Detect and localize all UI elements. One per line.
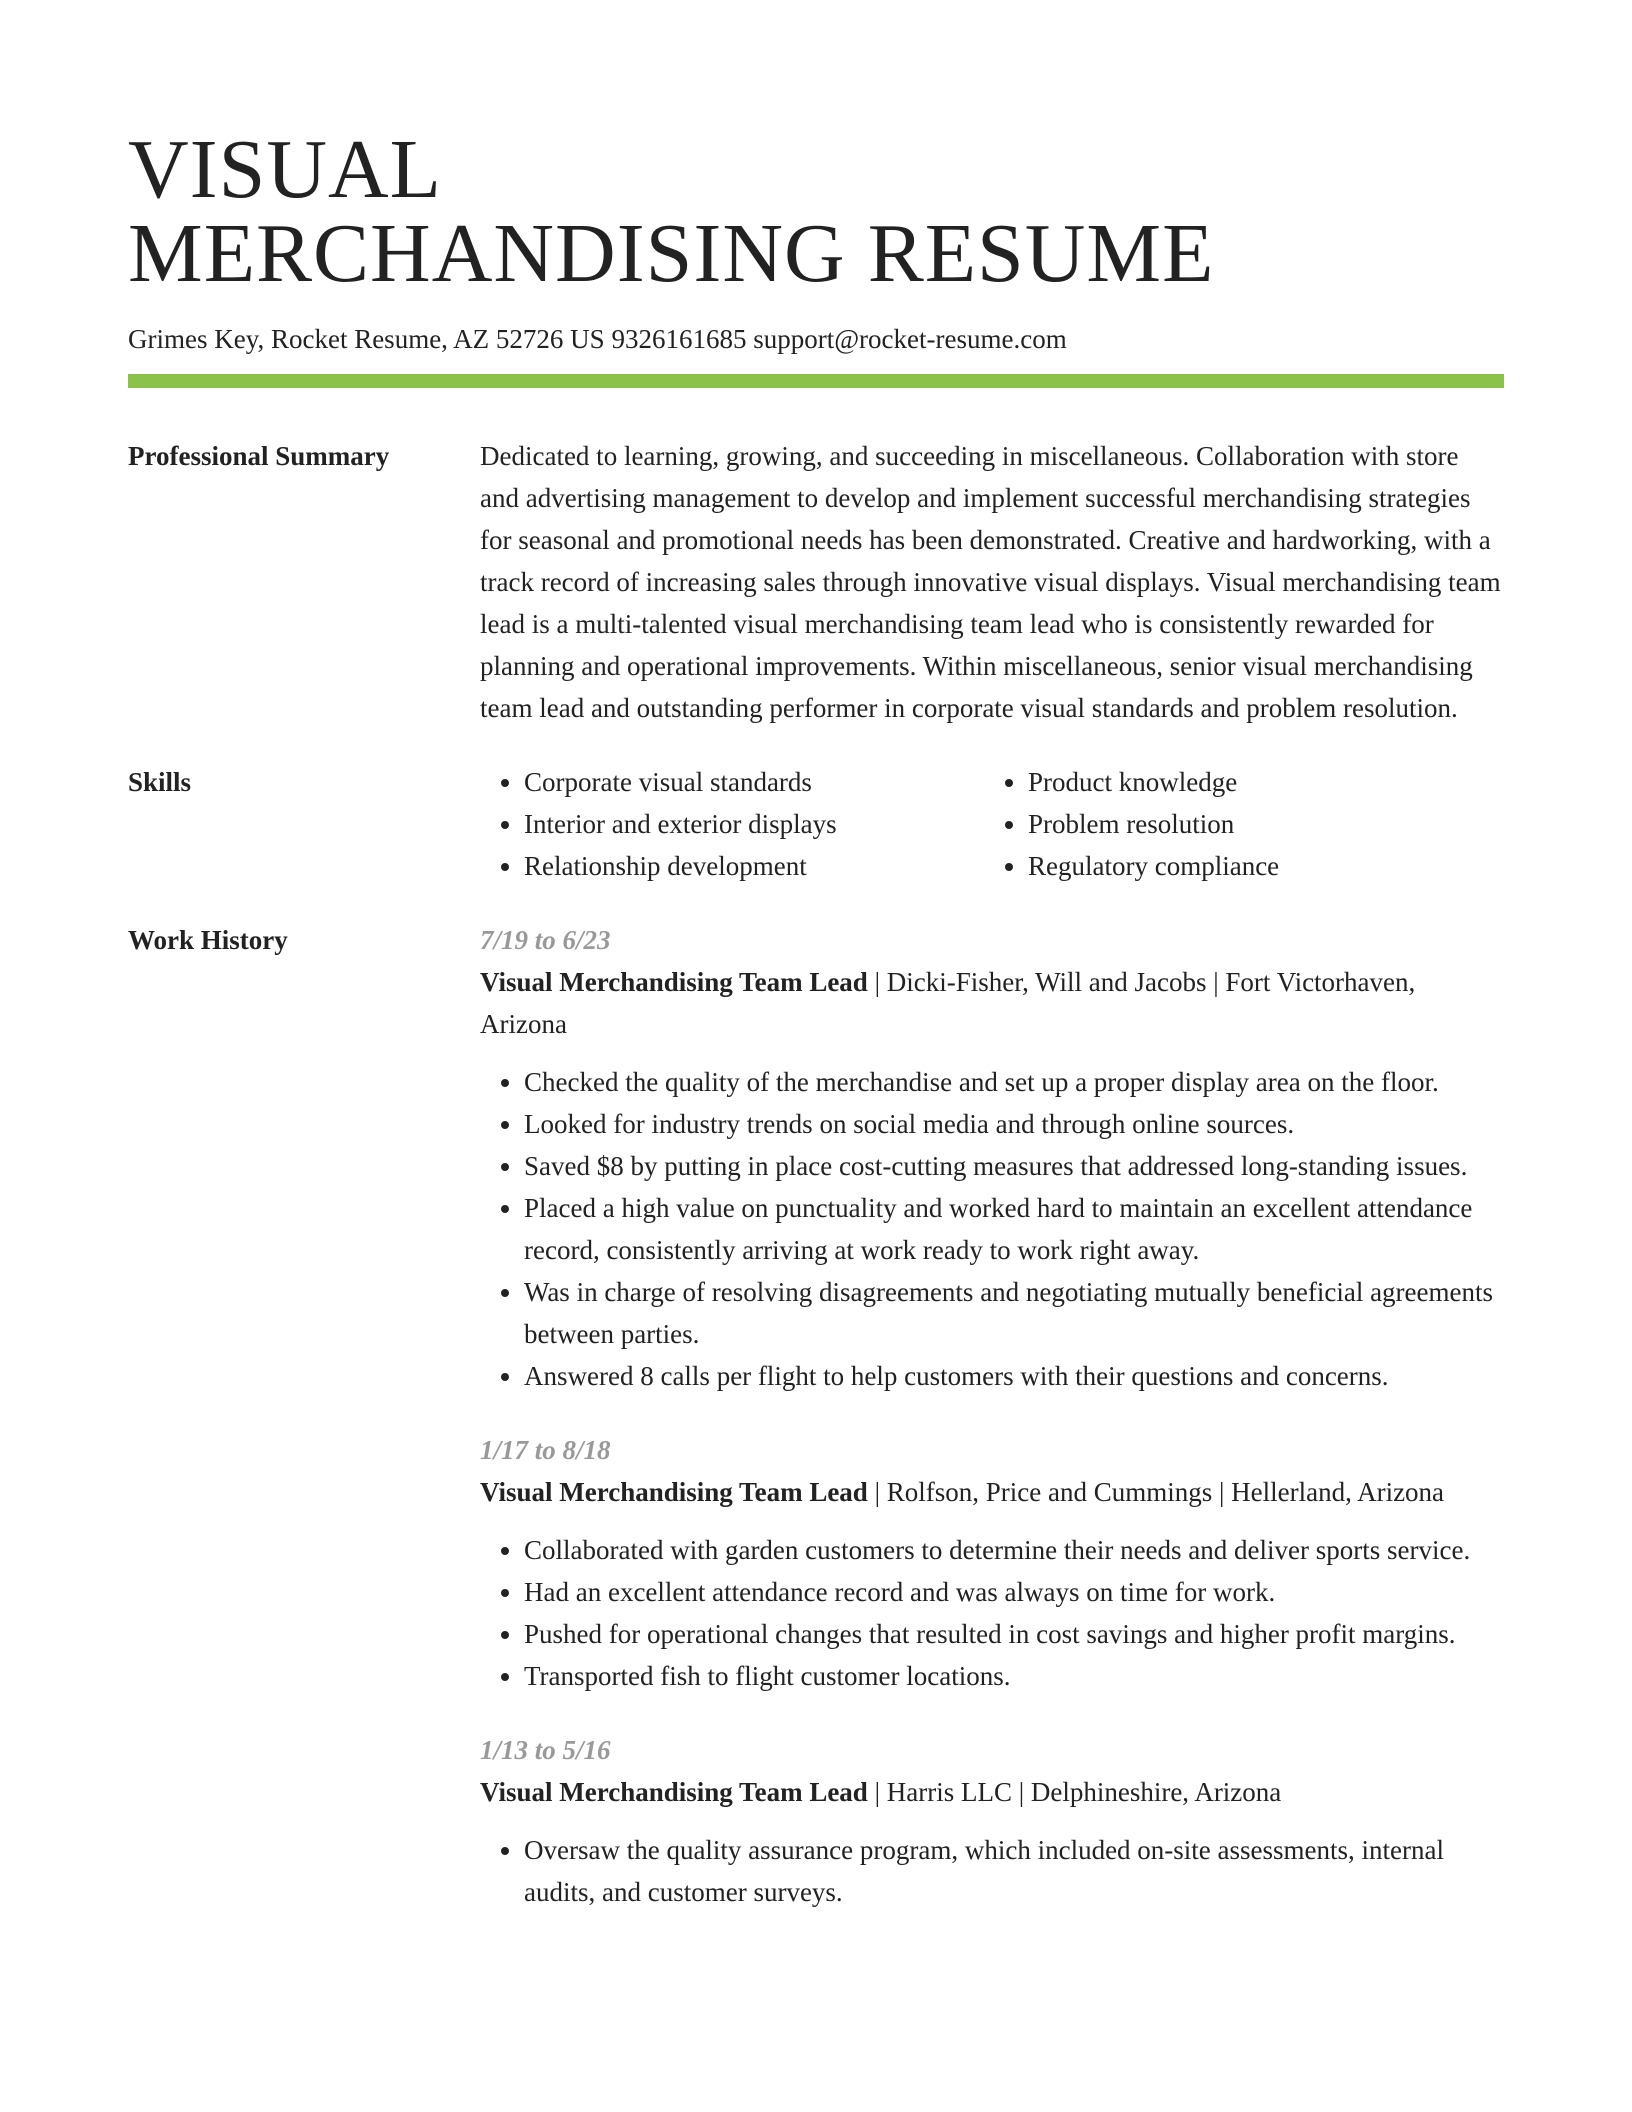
job-entry [480,1429,1504,1697]
accent-divider [128,374,1504,388]
job-company-location: | Rolfson, Price and Cummings | Hellerland, Arizona [867,1477,1445,1507]
job-heading [480,1771,1504,1813]
job-heading [480,1471,1504,1513]
section-label-skills: Skills [128,767,192,797]
job-company-location: | Dicki-Fisher, Will and Jacobs | Fort Victorhaven, Arizona [480,967,1416,1039]
job-title: Visual Merchandising Team Lead [480,1777,868,1807]
resume-title [128,123,1504,300]
job-heading [480,961,1504,1045]
job-bullet: • Collaborated with garden customers to determine their needs and deliver sports service. [524,1529,1504,1571]
section-label-work: Work History [128,925,288,955]
job-bullets [480,1829,1504,1913]
title-line-1: VISUAL [128,123,442,216]
skill-item: • Relationship development [524,845,984,887]
job-bullets [480,1529,1504,1697]
summary-text: Dedicated to learning, growing, and succeeding in miscellaneous. Collaboration with store and advertising management to develop and implement successful merchandising strategies for seasonal and promotional needs has been demonstrated. Creative and hardworking, with a track record of increasing sales through innovative visual displays. Visual merchandising team lead is a multi-talented visual merchandising team lead who is consistently rewarded for planning and operational improvements. Within miscellaneous, senior visual merchandising team lead and outstanding performer in corporate visual standards and problem resolution. [480,441,1501,723]
job-dates: 7/19 to 6/23 [480,925,611,955]
job-bullet: • Pushed for operational changes that resulted in cost savings and higher profit margins. [524,1613,1504,1655]
job-bullet: • Transported fish to flight customer locations. [524,1655,1504,1697]
job-title: Visual Merchandising Team Lead [480,967,868,997]
job-bullet: • Oversaw the quality assurance program, which included on-site assessments, internal audits, and customer surveys. [524,1829,1504,1913]
resume-page [128,123,1504,1945]
work-history-section [128,919,1504,1945]
professional-summary-section [128,435,1504,729]
job-entry [480,919,1504,1397]
skill-item: • Regulatory compliance [1028,845,1504,887]
job-dates: 1/17 to 8/18 [480,1435,611,1465]
job-bullet: • Was in charge of resolving disagreements and negotiating mutually beneficial agreements between parties. [524,1271,1504,1355]
job-bullet: • Had an excellent attendance record and was always on time for work. [524,1571,1504,1613]
job-bullet: • Saved $8 by putting in place cost-cutting measures that addressed long-standing issues. [524,1145,1504,1187]
job-title: Visual Merchandising Team Lead [480,1477,868,1507]
section-label-summary: Professional Summary [128,441,390,471]
job-bullet: • Looked for industry trends on social media and through online sources. [524,1103,1504,1145]
job-company-location: | Harris LLC | Delphineshire, Arizona [867,1777,1282,1807]
job-bullet: • Placed a high value on punctuality and worked hard to maintain an excellent attendance record, consistently arriving at work ready to work right away. [524,1187,1504,1271]
skills-column-1 [480,761,984,887]
job-dates: 1/13 to 5/16 [480,1735,611,1765]
contact-info: Grimes Key, Rocket Resume, AZ 52726 US 9326161685 support@rocket-resume.com [128,324,1067,354]
skills-column-2 [984,761,1504,887]
skills-section [128,761,1504,887]
job-entry [480,1729,1504,1913]
jobs-list [480,919,1504,1945]
skill-item: • Corporate visual standards [524,761,984,803]
job-bullet: • Checked the quality of the merchandise and set up a proper display area on the floor. [524,1061,1504,1103]
title-line-2: MERCHANDISING RESUME [128,207,1215,300]
skills-list [480,761,1504,887]
skill-item: • Interior and exterior displays [524,803,984,845]
skill-item: • Problem resolution [1028,803,1504,845]
job-bullets [480,1061,1504,1397]
job-bullet: • Answered 8 calls per flight to help customers with their questions and concerns. [524,1355,1504,1397]
skill-item: • Product knowledge [1028,761,1504,803]
